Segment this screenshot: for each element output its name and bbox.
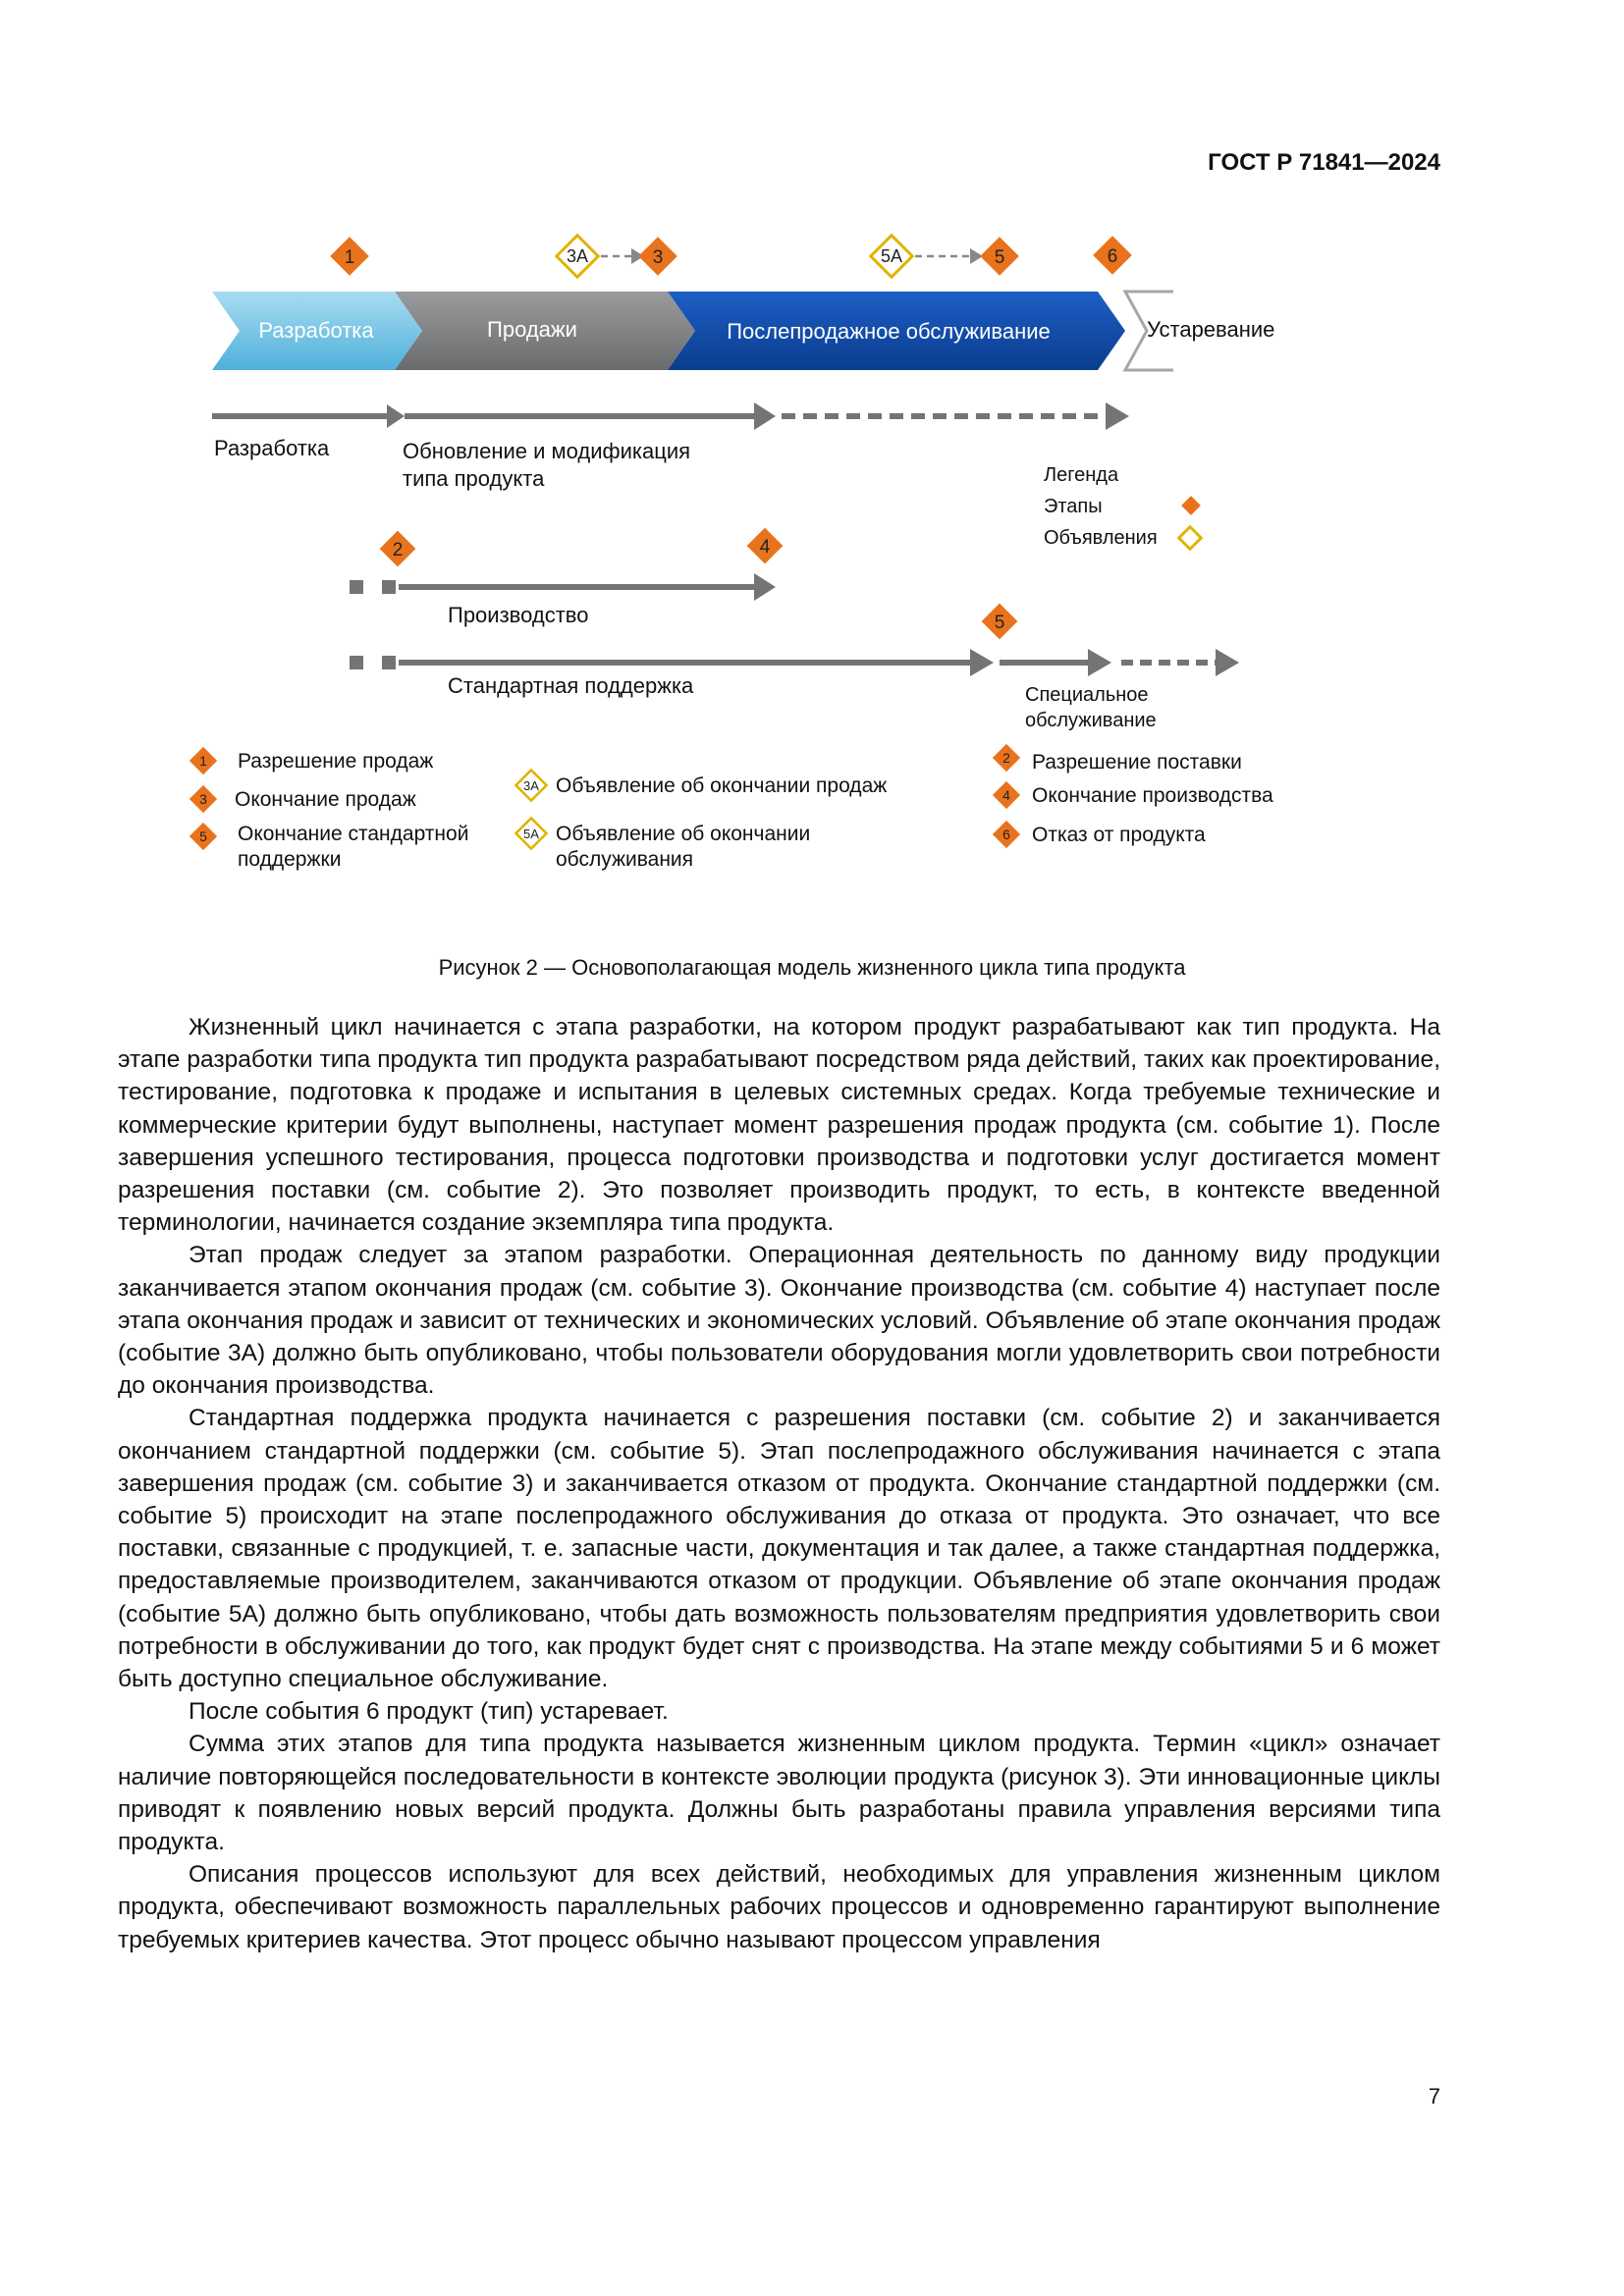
legend-stage-diamond	[1181, 496, 1201, 515]
key-marker-3a	[515, 770, 546, 800]
track-label-update-1: Обновление и модификация	[403, 439, 691, 463]
svg-text:5: 5	[199, 828, 207, 844]
paragraph: Жизненный цикл начинается с этапа разработки, на котором продукт разрабатывают как тип продукта. На этапе разработки типа продукта тип продукта разрабатывают посредством ряда действий, таких как проектирование, тестирование, подготовка к продаже и испытания в целевых системных средах. Когда требуемые технические и коммерческие критерии будут выполнены, наступает момент разрешения продаж продукта (см. событие 1). После завершения успешного тестирования, процесса подготовки производства и подготовки услуг достигается момент разрешения поставки (см. событие 2). Это позволяет производить продукт, то есть, в контексте введенной терминологии, начинается создание экземпляра типа продукта.	[118, 1014, 1440, 1237]
track-label-update-2: типа продукта	[403, 466, 545, 491]
key-label-3a: Объявление об окончании продаж	[556, 774, 888, 797]
key-marker-5a	[515, 818, 546, 848]
phase-label-development: Разработка	[258, 318, 374, 343]
track-label-production: Производство	[448, 603, 589, 627]
svg-text:3: 3	[199, 791, 207, 807]
legend-announce-diamond	[1179, 527, 1202, 550]
svg-text:1: 1	[199, 753, 207, 769]
key-label-3: Окончание продаж	[235, 788, 416, 811]
svg-text:2: 2	[1002, 750, 1010, 766]
event-marker-5	[980, 237, 1019, 276]
page-number: 7	[1428, 2084, 1440, 2109]
phase-label-sales: Продажи	[487, 317, 577, 342]
svg-text:5: 5	[994, 613, 1005, 633]
legend-title: Легенда	[1044, 464, 1119, 486]
svg-text:6: 6	[1107, 246, 1118, 267]
event-marker-1	[330, 237, 369, 276]
svg-text:5А: 5А	[880, 246, 903, 266]
key-label-1: Разрешение продаж	[238, 750, 434, 773]
key-label-5-2: поддержки	[238, 848, 342, 871]
event-marker-5-support	[982, 604, 1018, 640]
paragraph: После события 6 продукт (тип) устаревает.	[189, 1698, 669, 1726]
svg-text:5: 5	[994, 247, 1005, 268]
svg-text:6: 6	[1002, 827, 1010, 842]
key-marker-4	[993, 781, 1020, 809]
legend-announcements: Объявления	[1044, 527, 1158, 549]
svg-text:3А: 3А	[523, 778, 539, 793]
document-code: ГОСТ Р 71841—2024	[1208, 149, 1440, 176]
track-label-standard-support: Стандартная поддержка	[448, 673, 694, 698]
phase-label-aftersales: Послепродажное обслуживание	[727, 319, 1051, 344]
track-label-development: Разработка	[214, 436, 330, 460]
event-marker-6	[1093, 236, 1132, 275]
event-marker-3	[638, 237, 677, 276]
event-marker-4	[747, 528, 784, 564]
key-marker-6	[993, 821, 1020, 848]
svg-text:5А: 5А	[523, 827, 539, 841]
svg-text:4: 4	[759, 537, 771, 558]
legend-stages: Этапы	[1044, 496, 1103, 517]
key-label-6: Отказ от продукта	[1032, 824, 1206, 846]
announcement-marker-5a	[871, 236, 912, 277]
body-text	[118, 1011, 1440, 1956]
key-label-5a-2: обслуживания	[556, 848, 694, 871]
paragraph: Описания процессов используют для всех действий, необходимых для управления жизненным циклом продукта, обеспечивают возможность параллельных рабочих процессов и одновременно гарантируют выполнение требуемых критериев качества. Этот процесс обычно называют процессом управления	[118, 1861, 1440, 1953]
paragraph: Этап продаж следует за этапом разработки. Операционная деятельность по данному виду продукции заканчивается этапом окончания продаж (см. событие 3). Окончание производства (см. событие 4) наступает после этапа окончания продаж и зависит от технических и экономических условий. Объявление об этапе окончания продаж (событие 3А) должно быть опубликовано, чтобы пользователи оборудования могли удовлетворить свои потребности до окончания производства.	[118, 1242, 1440, 1400]
svg-text:2: 2	[392, 540, 404, 561]
key-marker-3	[189, 785, 217, 813]
figure-caption: Рисунок 2 — Основополагающая модель жизненного цикла типа продукта	[438, 955, 1186, 980]
announcement-marker-3a	[557, 236, 598, 277]
paragraph: Стандартная поддержка продукта начинается с разрешения поставки (см. событие 2) и заканчивается окончанием стандартной поддержки (см. событие 5). Этап послепродажного обслуживания начинается с этапа завершения продаж (см. событие 3) и заканчивается отказом от продукта. Окончание стандартной поддержки (см. событие 5) происходит на этапе послепродажного обслуживания до отказа от продукта. Это означает, что все поставки, связанные с продукцией, т. е. запасные части, документация и так далее, а также стандартная поддержка, предоставляемые производителем, заканчиваются отказом от продукции. Объявление об этапе окончания продаж (событие 5А) должно быть опубликовано, чтобы дать возможность пользователям предприятия удовлетворить свои потребности в обслуживании до того, как продукт будет снят с производства. На этапе между событиями 5 и 6 может быть доступно специальное обслуживание.	[118, 1405, 1440, 1693]
key-label-4: Окончание производства	[1032, 784, 1273, 807]
lifecycle-figure	[0, 0, 1624, 942]
track-label-special-2: обслуживание	[1025, 710, 1157, 731]
svg-text:4: 4	[1002, 787, 1010, 803]
phase-label-obsolescence: Устаревание	[1147, 317, 1275, 342]
svg-text:3: 3	[652, 247, 664, 268]
track-label-special-1: Специальное	[1025, 684, 1149, 706]
svg-text:1: 1	[344, 247, 355, 268]
key-marker-2	[993, 744, 1020, 772]
key-marker-5	[189, 823, 217, 850]
event-marker-2	[380, 531, 416, 567]
key-label-5-1: Окончание стандартной	[238, 823, 469, 845]
paragraph: Сумма этих этапов для типа продукта называется жизненным циклом продукта. Термин «цикл» означает наличие повторяющейся последовательности в контексте эволюции продукта (рисунок 3). Эти инновационные циклы приводят к появлению новых версий продукта. Должны быть разработаны правила управления версиями типа продукта.	[118, 1731, 1440, 1856]
key-label-2: Разрешение поставки	[1032, 751, 1242, 774]
svg-text:3А: 3А	[566, 246, 589, 266]
key-marker-1	[189, 747, 217, 774]
key-label-5a-1: Объявление об окончании	[556, 823, 811, 845]
